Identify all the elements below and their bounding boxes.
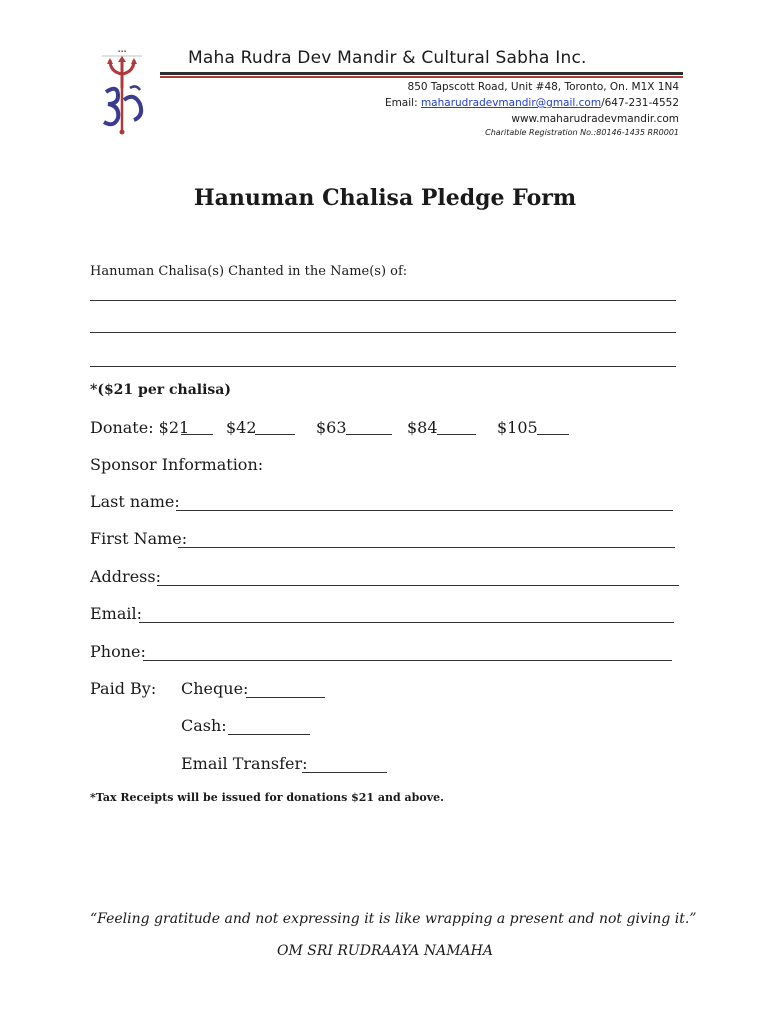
- email-transfer-label: Email Transfer:: [181, 754, 308, 773]
- last-name-field[interactable]: [176, 510, 673, 511]
- name-line-2[interactable]: [90, 332, 676, 333]
- address-field[interactable]: [157, 585, 679, 586]
- phone-field[interactable]: [143, 660, 672, 661]
- donate-84-blank[interactable]: [437, 434, 476, 435]
- donate-label: Donate: $21: [90, 418, 190, 437]
- email-transfer-field[interactable]: [302, 772, 387, 773]
- donate-amount-105: $105: [497, 418, 538, 437]
- form-title: Hanuman Chalisa Pledge Form: [193, 185, 577, 211]
- header-rule-red: [160, 76, 683, 78]
- email-label: Email:: [90, 604, 143, 623]
- chanted-label: Hanuman Chalisa(s) Chanted in the Name(s) of:: [90, 264, 408, 279]
- first-name-field[interactable]: [178, 547, 675, 548]
- tax-receipt-note: *Tax Receipts will be issued for donations $21 and above.: [90, 791, 444, 804]
- donate-63-blank[interactable]: [346, 434, 392, 435]
- phone-label: Phone:: [90, 642, 146, 661]
- gratitude-quote: “Feeling gratitude and not expressing it is like wrapping a present and not giving it.”: [90, 911, 697, 927]
- sponsor-heading: Sponsor Information:: [90, 455, 264, 474]
- address-label: Address:: [90, 567, 161, 586]
- email-field[interactable]: [139, 622, 674, 623]
- cash-label: Cash:: [181, 716, 227, 735]
- paid-by-label: Paid By:: [90, 679, 157, 698]
- om-trishul-logo: [96, 48, 148, 136]
- contact-line: [385, 97, 679, 109]
- name-line-3[interactable]: [90, 366, 676, 367]
- cash-field[interactable]: [228, 734, 310, 735]
- email-link[interactable]: maharudradevmandir@gmail.com: [420, 97, 602, 109]
- mantra: OM SRI RUDRAAYA NAMAHA: [277, 943, 493, 959]
- first-name-label: First Name:: [90, 529, 188, 548]
- donate-105-blank[interactable]: [537, 434, 569, 435]
- phone-number: /647-231-4552: [601, 97, 679, 109]
- registration-number: Charitable Registration No.:80146-1435 RR0001: [485, 128, 679, 137]
- email-label: Email:: [384, 97, 421, 109]
- donate-42-blank[interactable]: [255, 434, 295, 435]
- svg-text:▪ ▪ ▪: ▪ ▪ ▪: [117, 49, 127, 53]
- donate-21-blank[interactable]: [181, 434, 213, 435]
- name-line-1[interactable]: [90, 300, 676, 301]
- donate-amount-42: $42: [226, 418, 257, 437]
- donate-amount-63: $63: [316, 418, 347, 437]
- website: www.maharudradevmandir.com: [511, 113, 679, 125]
- org-address: 850 Tapscott Road, Unit #48, Toronto, On. M1X 1N4: [407, 81, 679, 93]
- last-name-label: Last name:: [90, 492, 180, 511]
- header-rule-dark: [160, 72, 683, 75]
- org-name: Maha Rudra Dev Mandir & Cultural Sabha Inc.: [188, 48, 587, 68]
- per-chalisa-note: *($21 per chalisa): [90, 382, 231, 398]
- cheque-label: Cheque:: [181, 679, 249, 698]
- cheque-field[interactable]: [246, 697, 325, 698]
- donate-amount-84: $84: [407, 418, 438, 437]
